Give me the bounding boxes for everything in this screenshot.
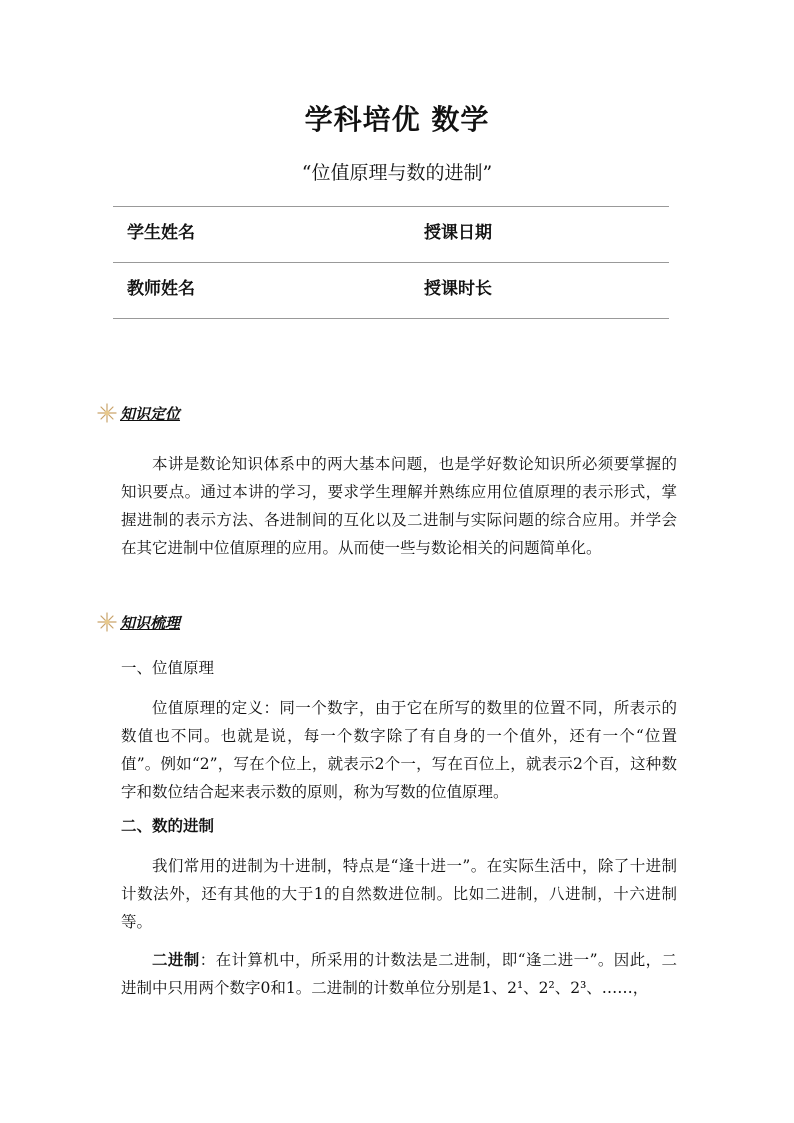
info-row-2 bbox=[113, 262, 669, 319]
number-bases-paragraph: 我们常用的进制为十进制，特点是“逢十进一”。在实际生活中，除了十进制计数法外，还有其他的大于1的自然数进位制。比如二进制，八进制，十六进制等。 bbox=[121, 857, 677, 931]
page-subtitle: “位值原理与数的进制” bbox=[301, 162, 493, 184]
binary-text: ：在计算机中，所采用的计数法是二进制，即“逢二进一”。因此，二进制中只用两个数字0和1。二进制的计数单位分别是1、2¹、2²、2³、……， bbox=[121, 951, 677, 997]
info-table bbox=[113, 206, 669, 319]
binary-paragraph bbox=[121, 946, 677, 1002]
student-name-label: 学生姓名 bbox=[127, 223, 195, 243]
subheading-number-bases: 二、数的进制 bbox=[121, 816, 215, 835]
binary-label: 二进制 bbox=[152, 950, 200, 969]
section-heading-label: 知识定位 bbox=[120, 405, 181, 423]
page-title: 学科培优 数学 bbox=[304, 103, 490, 136]
date-label: 授课日期 bbox=[424, 223, 492, 243]
place-value-paragraph: 位值原理的定义：同一个数字，由于它在所写的数里的位置不同，所表示的数值也不同。也就是说，每一个数字除了有自身的一个值外，还有一个“位置值”。例如“2”，写在个位上，就表示2个一，写在百位上，就表示2个百，这种数字和数位结合起来表示数的原则，称为写数的位值原理。 bbox=[121, 699, 677, 801]
sparkle-icon bbox=[96, 402, 118, 424]
section-heading-label: 知识梳理 bbox=[120, 614, 181, 632]
duration-label: 授课时长 bbox=[424, 279, 492, 299]
teacher-name-label: 教师姓名 bbox=[127, 279, 195, 299]
sparkle-icon bbox=[96, 611, 118, 633]
section1-paragraph: 本讲是数论知识体系中的两大基本问题，也是学好数论知识所必须要掌握的知识要点。通过本讲的学习，要求学生理解并熟练应用位值原理的表示形式，掌握进制的表示方法、各进制间的互化以及二进制与实际问题的综合应用。并学会在其它进制中位值原理的应用。从而使一些与数论相关的问题简单化。 bbox=[121, 455, 677, 557]
subheading-place-value: 一、位值原理 bbox=[121, 659, 215, 677]
info-row-1 bbox=[113, 206, 669, 262]
